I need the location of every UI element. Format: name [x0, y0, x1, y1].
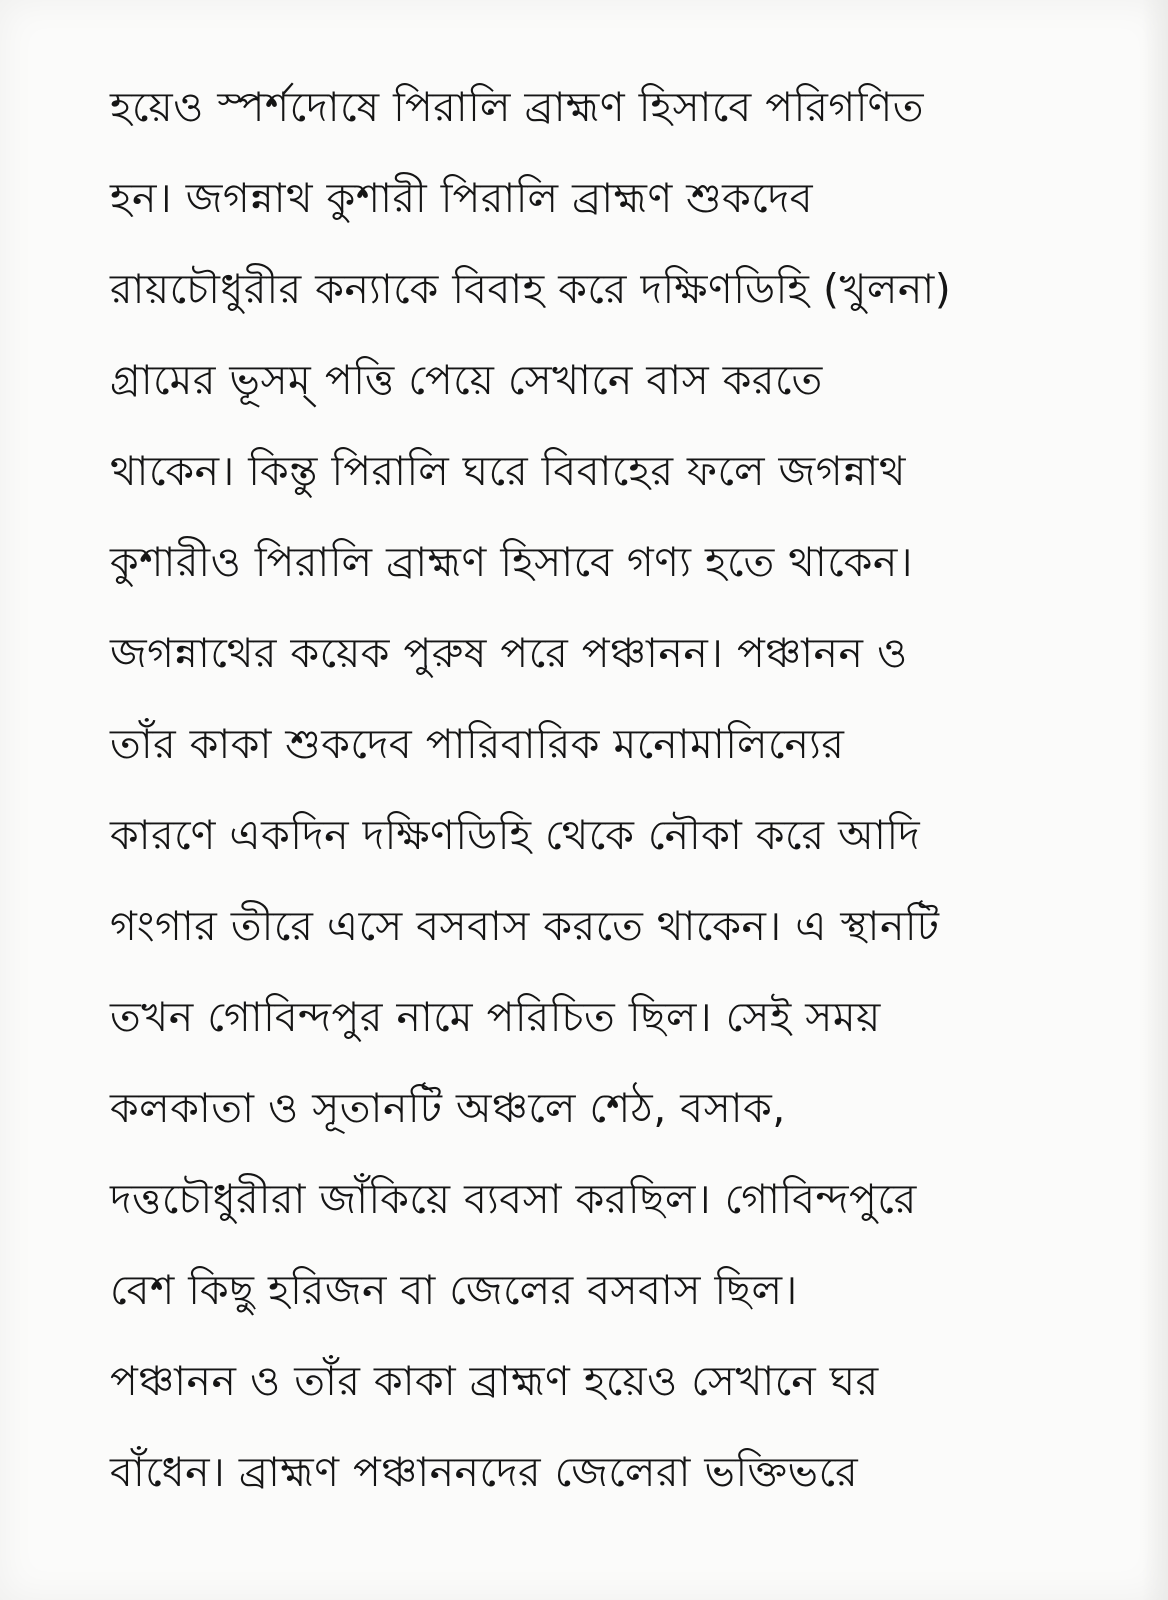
text-line: তাঁর কাকা শুকদেব পারিবারিক মনোমালিন্যের [110, 720, 845, 768]
body-text [110, 62, 1130, 1518]
text-line: কলকাতা ও সূতানটি অঞ্চলে শেঠ, বসাক, [110, 1084, 786, 1132]
text-line: কারণে একদিন দক্ষিণডিহি থেকে নৌকা করে আদি [110, 811, 921, 859]
text-line: গ্রামের ভূসম্ পত্তি পেয়ে সেখানে বাস করতে [110, 356, 823, 404]
text-line: থাকেন। কিন্তু পিরালি ঘরে বিবাহের ফলে জগন্নাথ [110, 447, 906, 495]
text-line: কুশারীও পিরালি ব্রাহ্মণ হিসাবে গণ্য হতে থাকেন। [110, 538, 914, 586]
text-line: বাঁধেন। ব্রাহ্মণ পঞ্চাননদের জেলেরা ভক্তিভরে [110, 1448, 859, 1496]
text-line: দত্তচৌধুরীরা জাঁকিয়ে ব্যবসা করছিল। গোবিন্দপুরে [110, 1175, 917, 1223]
text-line: গংগার তীরে এসে বসবাস করতে থাকেন। এ স্থানটি [110, 902, 940, 950]
text-line: বেশ কিছু হরিজন বা জেলের বসবাস ছিল। [110, 1266, 798, 1314]
text-line: তখন গোবিন্দপুর নামে পরিচিত ছিল। সেই সময় [110, 993, 881, 1041]
text-line: হন। জগন্নাথ কুশারী পিরালি ব্রাহ্মণ শুকদেব [110, 174, 814, 222]
text-line: হয়েও স্পর্শদোষে পিরালি ব্রাহ্মণ হিসাবে পরিগণিত [110, 83, 925, 131]
text-line: জগন্নাথের কয়েক পুরুষ পরে পঞ্চানন। পঞ্চানন ও [110, 629, 908, 677]
text-line: পঞ্চানন ও তাঁর কাকা ব্রাহ্মণ হয়েও সেখানে ঘর [110, 1357, 879, 1405]
text-line: রায়চৌধুরীর কন্যাকে বিবাহ করে দক্ষিণডিহি (খুলনা) [110, 265, 952, 313]
